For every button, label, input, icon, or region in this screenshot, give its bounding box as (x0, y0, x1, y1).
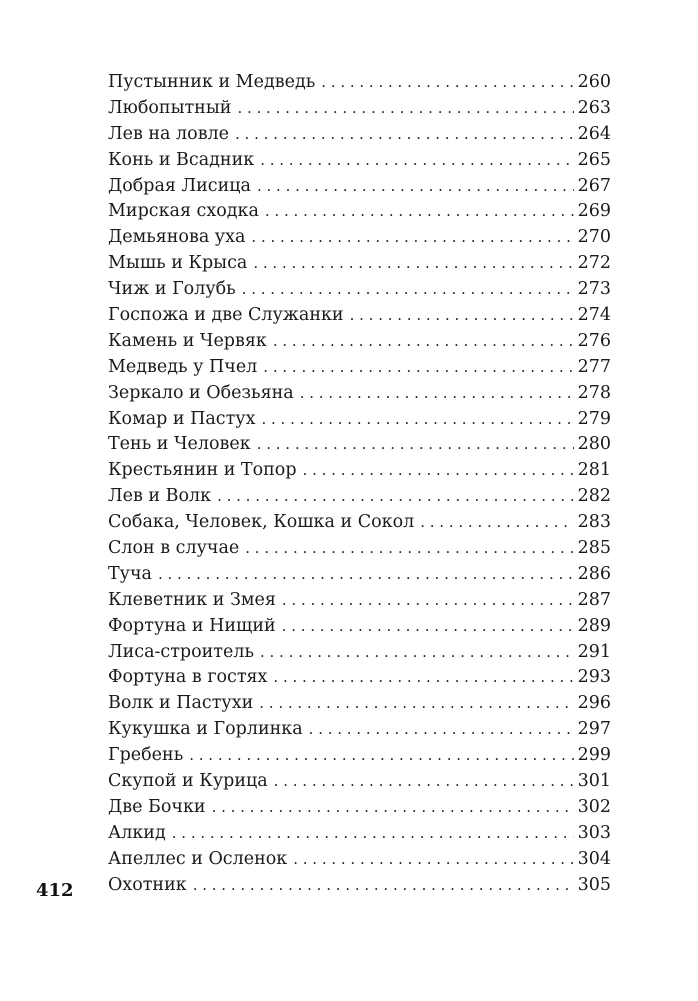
toc-entry (108, 691, 611, 717)
dot-leader (193, 873, 574, 899)
toc-entry-title: Гребень (108, 745, 184, 766)
dot-leader (293, 847, 573, 873)
toc-entry-title: Демьянова уха (108, 227, 246, 248)
toc-entry (108, 769, 611, 795)
page-number: 412 (36, 880, 74, 901)
toc-entry-page: 301 (577, 771, 611, 792)
toc-entry-title: Госпожа и две Служанки (108, 305, 344, 326)
dot-leader (274, 769, 574, 795)
toc-entry-page: 281 (577, 460, 611, 481)
toc-entry (108, 303, 611, 329)
toc-entry-title: Фортуна в гостях (108, 667, 268, 688)
dot-leader (309, 717, 574, 743)
dot-leader (259, 691, 573, 717)
toc-entry-title: Добрая Лисица (108, 175, 251, 196)
toc-entry-page: 267 (577, 175, 611, 196)
dot-leader (321, 70, 573, 96)
toc-entry-title: Собака, Человек, Кошка и Сокол (108, 512, 415, 533)
toc-entry-page: 279 (577, 408, 611, 429)
dot-leader (273, 665, 573, 691)
dot-leader (273, 329, 574, 355)
dot-leader (420, 510, 573, 536)
dot-leader (300, 381, 574, 407)
toc-entry (108, 432, 611, 458)
toc-entry-title: Алкид (108, 822, 166, 843)
toc-entry-title: Две Бочки (108, 796, 206, 817)
toc-entry (108, 407, 611, 433)
toc-entry (108, 225, 611, 251)
toc-entry-title: Охотник (108, 874, 187, 895)
toc-entry-page: 299 (577, 745, 611, 766)
toc-entry (108, 614, 611, 640)
toc-entry-title: Лиса-строитель (108, 641, 254, 662)
toc-entry-page: 304 (577, 848, 611, 869)
toc-entry-title: Лев и Волк (108, 486, 212, 507)
toc-entry (108, 70, 611, 96)
toc-entry-page: 296 (577, 693, 611, 714)
toc-entry-title: Комар и Пастух (108, 408, 256, 429)
dot-leader (265, 199, 574, 225)
dot-leader (261, 407, 573, 433)
toc-entry (108, 640, 611, 666)
toc-entry (108, 717, 611, 743)
dot-leader (217, 484, 574, 510)
toc-entry-page: 297 (577, 719, 611, 740)
dot-leader (212, 795, 574, 821)
dot-leader (245, 536, 573, 562)
toc-entry (108, 510, 611, 536)
toc-entry-title: Медведь у Пчел (108, 356, 258, 377)
dot-leader (242, 277, 574, 303)
dot-leader (158, 562, 574, 588)
toc-entry (108, 665, 611, 691)
table-of-contents (108, 70, 611, 899)
toc-entry-page: 272 (577, 253, 611, 274)
toc-entry (108, 277, 611, 303)
toc-entry (108, 795, 611, 821)
toc-entry (108, 562, 611, 588)
toc-entry-page: 283 (577, 512, 611, 533)
toc-entry (108, 174, 611, 200)
toc-entry-title: Лев на ловле (108, 123, 230, 144)
toc-entry (108, 873, 611, 899)
dot-leader (251, 225, 573, 251)
dot-leader (237, 96, 573, 122)
toc-entry-title: Фортуна и Нищий (108, 615, 276, 636)
toc-entry-page: 293 (577, 667, 611, 688)
toc-entry-title: Пустынник и Медведь (108, 72, 316, 92)
toc-entry-title: Мирская сходка (108, 201, 259, 222)
toc-entry-page: 269 (577, 201, 611, 222)
toc-entry-title: Волк и Пастухи (108, 693, 254, 714)
toc-entry-page: 285 (577, 538, 611, 559)
toc-entry-page: 305 (577, 874, 611, 895)
toc-entry-page: 277 (577, 356, 611, 377)
toc-entry-title: Крестьянин и Топор (108, 460, 297, 481)
toc-entry-page: 286 (577, 563, 611, 584)
dot-leader (260, 148, 573, 174)
toc-entry-page: 270 (577, 227, 611, 248)
toc-entry (108, 536, 611, 562)
toc-entry-page: 280 (577, 434, 611, 455)
toc-entry-page: 291 (577, 641, 611, 662)
dot-leader (282, 588, 574, 614)
toc-entry-page: 302 (577, 796, 611, 817)
dot-leader (303, 458, 574, 484)
dot-leader (257, 174, 574, 200)
dot-leader (235, 122, 574, 148)
toc-entry-page: 282 (577, 486, 611, 507)
toc-entry (108, 847, 611, 873)
toc-entry (108, 96, 611, 122)
toc-entry-title: Чиж и Голубь (108, 279, 236, 300)
dot-leader (172, 821, 574, 847)
toc-entry (108, 821, 611, 847)
toc-entry-page: 303 (577, 822, 611, 843)
toc-entry-page: 263 (577, 97, 611, 118)
toc-entry-title: Камень и Червяк (108, 330, 267, 351)
toc-entry-page: 287 (577, 589, 611, 610)
toc-entry (108, 122, 611, 148)
dot-leader (189, 743, 573, 769)
dot-leader (282, 614, 574, 640)
dot-leader (263, 355, 573, 381)
toc-entry-page: 278 (577, 382, 611, 403)
toc-entry (108, 251, 611, 277)
toc-entry (108, 484, 611, 510)
toc-entry (108, 458, 611, 484)
toc-entry (108, 329, 611, 355)
toc-entry (108, 588, 611, 614)
toc-entry-page: 276 (577, 330, 611, 351)
toc-entry (108, 199, 611, 225)
toc-entry-page: 274 (577, 305, 611, 326)
dot-leader (350, 303, 574, 329)
toc-entry-title: Зеркало и Обезьяна (108, 382, 294, 403)
toc-entry-page: 264 (577, 123, 611, 144)
toc-entry-title: Кукушка и Горлинка (108, 719, 303, 740)
dot-leader (260, 640, 574, 666)
toc-entry-title: Тень и Человек (108, 434, 251, 455)
dot-leader (253, 251, 573, 277)
toc-entry-title: Апеллес и Осленок (108, 848, 288, 869)
toc-entry-title: Мышь и Крыса (108, 253, 248, 274)
toc-entry (108, 381, 611, 407)
toc-entry-title: Конь и Всадник (108, 149, 255, 170)
toc-entry-page: 289 (577, 615, 611, 636)
dot-leader (257, 432, 574, 458)
toc-entry (108, 148, 611, 174)
toc-entry-title: Слон в случае (108, 538, 240, 559)
toc-entry-title: Клеветник и Змея (108, 589, 276, 610)
toc-entry (108, 743, 611, 769)
toc-entry-page: 273 (577, 279, 611, 300)
toc-entry-page: 265 (577, 149, 611, 170)
toc-entry-title: Любопытный (108, 97, 232, 118)
toc-entry-title: Туча (108, 563, 152, 584)
toc-entry-page: 260 (577, 72, 611, 92)
toc-entry (108, 355, 611, 381)
toc-entry-title: Скупой и Курица (108, 771, 268, 792)
